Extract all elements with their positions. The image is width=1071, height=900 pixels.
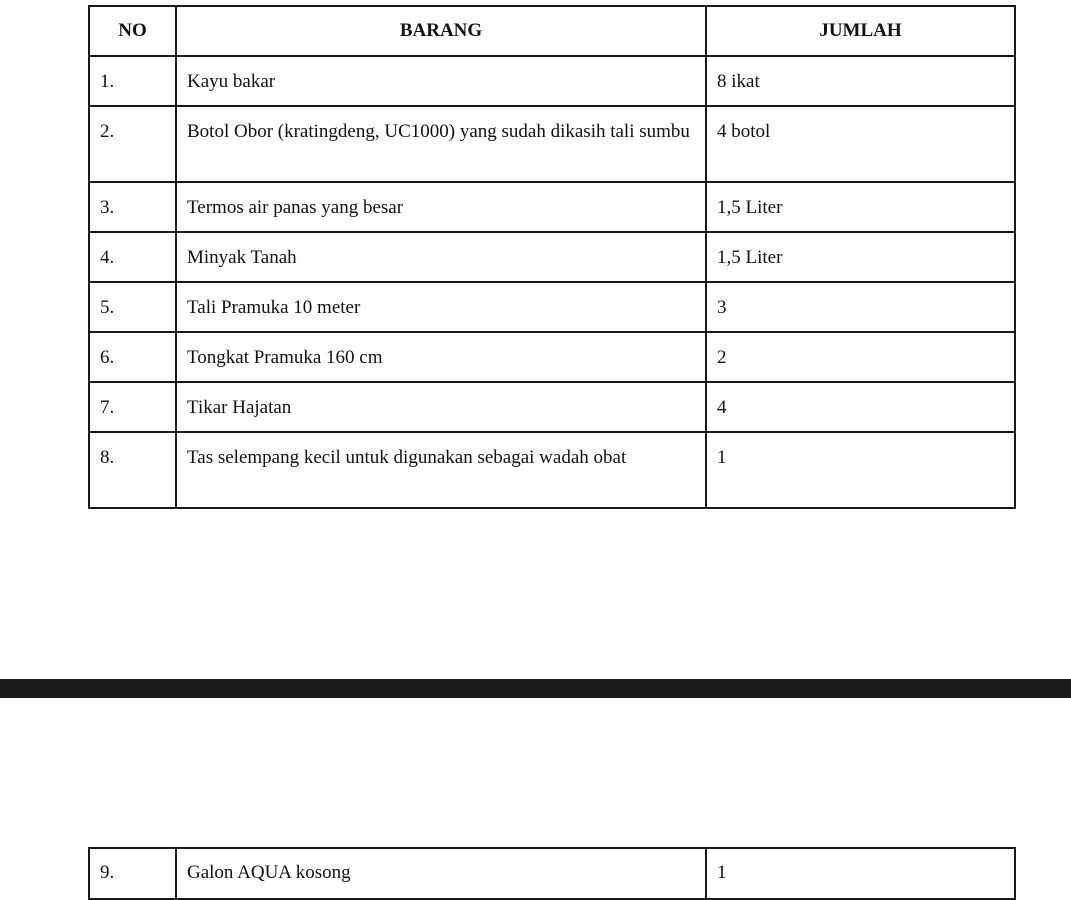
cell-jumlah: 1,5 Liter (706, 232, 1015, 282)
cell-no: 8. (89, 432, 176, 508)
cell-barang: Botol Obor (kratingdeng, UC1000) yang sudah dikasih tali sumbu (176, 106, 706, 182)
cell-barang: Minyak Tanah (176, 232, 706, 282)
cell-barang: Tongkat Pramuka 160 cm (176, 332, 706, 382)
header-no: NO (89, 6, 176, 56)
cell-barang: Tali Pramuka 10 meter (176, 282, 706, 332)
table-row (89, 282, 1015, 332)
table-row (89, 432, 1015, 508)
cell-jumlah: 1,5 Liter (706, 182, 1015, 232)
cell-barang: Tikar Hajatan (176, 382, 706, 432)
page-break-bar (0, 679, 1071, 698)
cell-jumlah: 3 (706, 282, 1015, 332)
cell-no: 3. (89, 182, 176, 232)
cell-no: 2. (89, 106, 176, 182)
cell-barang: Termos air panas yang besar (176, 182, 706, 232)
cell-barang: Kayu bakar (176, 56, 706, 106)
cell-no: 9. (89, 848, 176, 899)
cell-barang: Galon AQUA kosong (176, 848, 706, 899)
table-row (89, 848, 1015, 899)
header-barang: BARANG (176, 6, 706, 56)
table-row (89, 182, 1015, 232)
cell-jumlah: 1 (706, 848, 1015, 899)
header-jumlah: JUMLAH (706, 6, 1015, 56)
cell-no: 5. (89, 282, 176, 332)
cell-barang: Tas selempang kecil untuk digunakan sebagai wadah obat (176, 432, 706, 508)
item-table-continued (88, 847, 1016, 900)
table-row (89, 382, 1015, 432)
table-row (89, 332, 1015, 382)
cell-no: 6. (89, 332, 176, 382)
cell-no: 7. (89, 382, 176, 432)
table-row (89, 56, 1015, 106)
table-row (89, 232, 1015, 282)
cell-jumlah: 4 (706, 382, 1015, 432)
cell-jumlah: 4 botol (706, 106, 1015, 182)
table-row (89, 106, 1015, 182)
table-header-row (89, 6, 1015, 56)
cell-no: 4. (89, 232, 176, 282)
cell-no: 1. (89, 56, 176, 106)
item-table (88, 5, 1016, 509)
cell-jumlah: 1 (706, 432, 1015, 508)
cell-jumlah: 2 (706, 332, 1015, 382)
cell-jumlah: 8 ikat (706, 56, 1015, 106)
